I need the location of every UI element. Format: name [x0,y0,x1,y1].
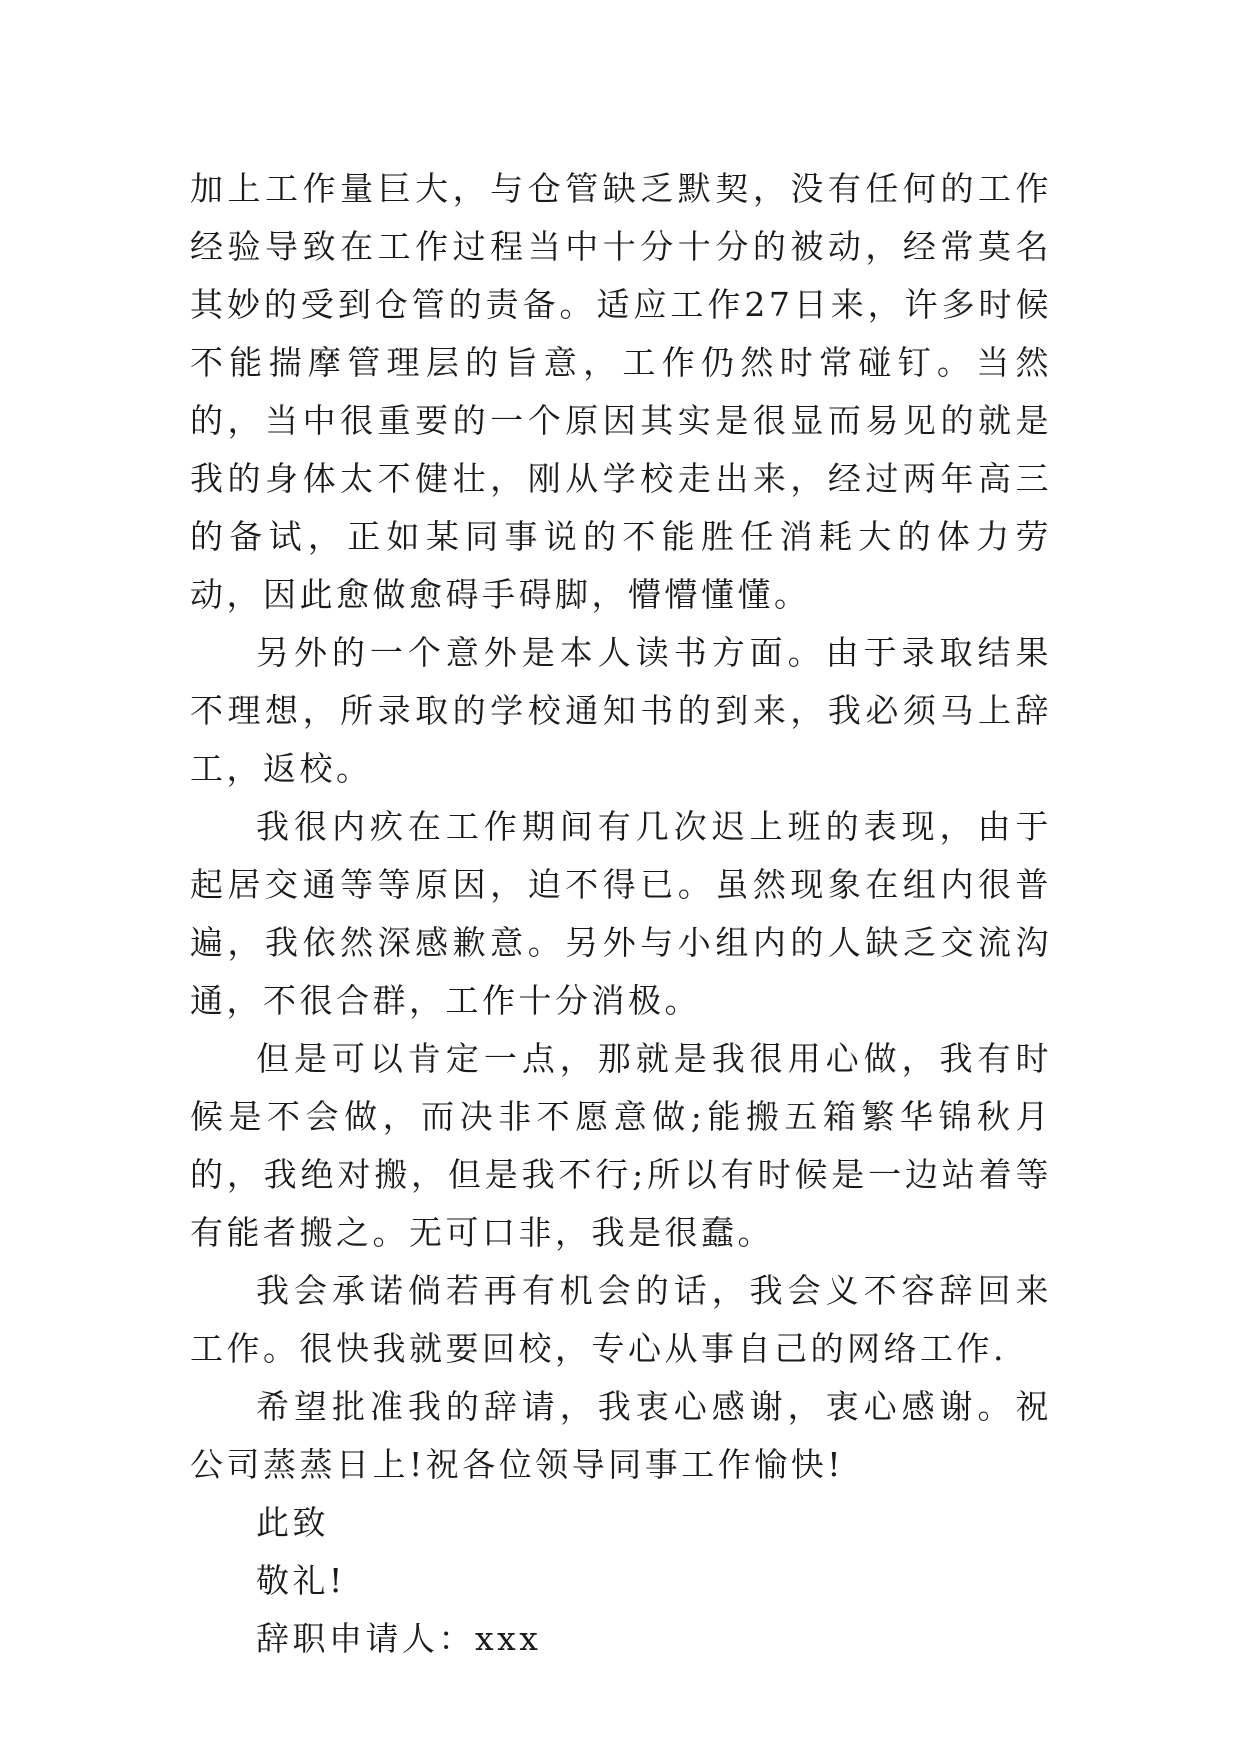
paragraph-2: 另外的一个意外是本人读书方面。由于录取结果不理想，所录取的学校通知书的到来，我必须马上辞工，返校。 [190,633,1052,788]
paragraph-4: 但是可以肯定一点，那就是我很用心做，我有时候是不会做，而决非不愿意做;能搬五箱繁华锦秋月的，我绝对搬，但是我不行;所以有时候是一边站着等有能者搬之。无可口非，我是很蠢。 [190,1039,1052,1252]
paragraph-3: 我很内疚在工作期间有几次迟上班的表现，由于起居交通等等原因，迫不得已。虽然现象在组内很普遍，我依然深感歉意。另外与小组内的人缺乏交流沟通，不很合群，工作十分消极。 [190,807,1052,1020]
closing-regards: 敬礼! [256,1561,346,1600]
closing-salutation: 此致 [256,1503,329,1542]
paragraph-5: 我会承诺倘若再有机会的话，我会义不容辞回来工作。很快我就要回校，专心从事自己的网络工作. [190,1271,1052,1368]
letter-body [190,160,1052,1668]
paragraph-6: 希望批准我的辞请，我衷心感谢，衷心感谢。祝公司蒸蒸日上!祝各位领导同事工作愉快! [190,1387,1052,1484]
paragraph-1: 加上工作量巨大，与仓管缺乏默契，没有任何的工作经验导致在工作过程当中十分十分的被动，经常莫名其妙的受到仓管的责备。适应工作27日来，许多时候不能揣摩管理层的旨意，工作仍然时常碰钉。当然的，当中很重要的一个原因其实是很显而易见的就是我的身体太不健壮，刚从学校走出来，经过两年高三的备试，正如某同事说的不能胜任消耗大的体力劳动，因此愈做愈碍手碍脚，懵懵懂懂。 [190,169,1052,614]
signature-line: 辞职申请人：xxx [256,1619,542,1658]
